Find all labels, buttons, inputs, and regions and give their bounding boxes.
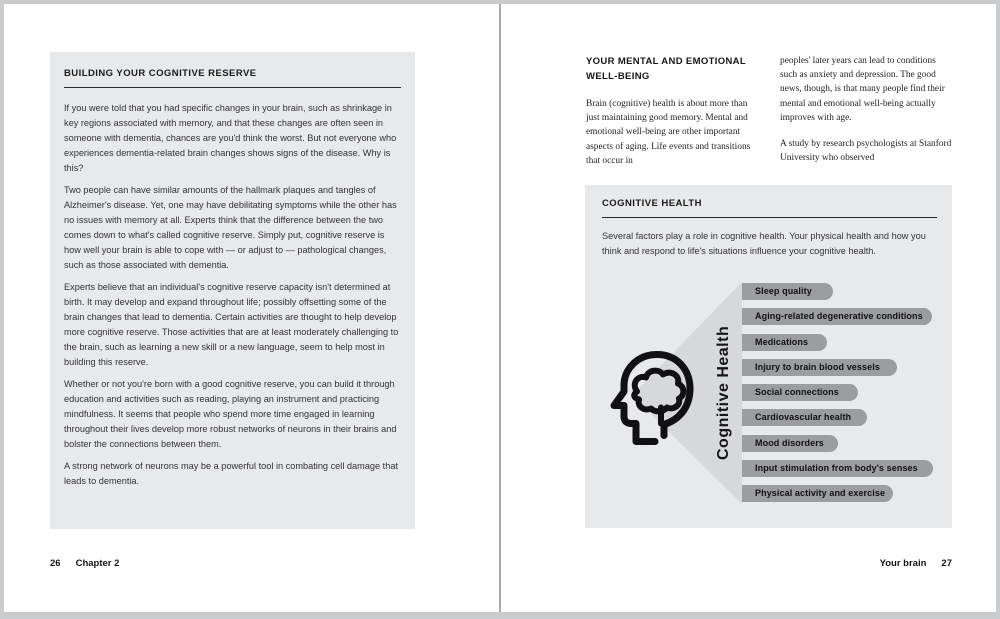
factor-bar: Medications (742, 334, 827, 351)
panel-heading: BUILDING YOUR COGNITIVE RESERVE (64, 68, 401, 88)
left-page-footer (50, 558, 119, 569)
article-heading: YOUR MENTAL AND EMOTIONAL WELL-BEING (586, 56, 746, 82)
body-paragraph: If you were told that you had specific changes in your brain, such as shrinkage in key regions associated with memory, and that these changes are often seen in someone with dementia, chances are you'd think the worst. But not everyone who experiences dementia-related brain changes shows signs of the disease. Why is this? (64, 103, 397, 173)
head-brain-icon (599, 345, 699, 450)
factor-bar: Physical activity and exercise (742, 485, 893, 502)
factor-bar: Cardiovascular health (742, 409, 867, 426)
panel-heading: COGNITIVE HEALTH (602, 198, 937, 218)
panel-intro: Several factors play a role in cognitive health. Your physical health and how you think and respond to life's situations influence your cognitive health. (602, 231, 926, 256)
article-paragraph: Brain (cognitive) health is about more than just maintaining good memory. Mental and emotional well-being are other important aspects of aging. Life events and transitions that occur in (586, 99, 751, 166)
factor-bar: Social connections (742, 384, 858, 401)
article-paragraph: A study by research psychologists at Stanford University who observed (780, 139, 952, 164)
section-label: Your brain (879, 558, 927, 569)
right-page-footer (880, 558, 952, 569)
factor-bar: Injury to brain blood vessels (742, 359, 897, 376)
page-number: 27 (941, 558, 952, 569)
factor-bars (742, 283, 933, 502)
factor-bar: Mood disorders (742, 435, 838, 452)
right-page (501, 4, 996, 612)
body-paragraph: Whether or not you're born with a good cognitive reserve, you can build it through education and activities such as reading, playing an instrument and practicing mindfulness. It seems that people who spend more time engaged in learning throughout their lives develop more robust networks of neurons in their brains and bolster the connections between them. (64, 378, 397, 449)
article-column-1 (586, 54, 758, 180)
factor-bar: Aging-related degenerative conditions (742, 308, 932, 325)
article-columns (586, 54, 953, 180)
diagram-axis-label: Cognitive Health (715, 325, 732, 461)
article-column-2 (780, 54, 952, 180)
book-spread (4, 4, 996, 612)
left-page (4, 4, 499, 612)
factor-bar: Input stimulation from body's senses (742, 460, 933, 477)
cognitive-reserve-panel (50, 52, 415, 529)
page-number: 26 (50, 558, 61, 569)
factor-bar: Sleep quality (742, 283, 833, 300)
body-paragraph: Experts believe that an individual's cognitive reserve capacity isn't determined at birth. It may develop and expand throughout life; possibly offsetting some of the brain changes that lead to dementia. Certain activities are thought to help develop more cognitive reserve. Those activities that are at least moderately challenging to the brain, such as learning a new skill or a new language, seem to help most in building this reserve. (64, 281, 399, 367)
chapter-label: Chapter 2 (75, 558, 120, 569)
body-paragraph: A strong network of neurons may be a powerful tool in combating cell damage that leads to dementia. (64, 460, 399, 486)
body-paragraph: Two people can have similar amounts of the hallmark plaques and tangles of Alzheimer's disease. Yet, one may have debilitating symptoms while the other has no issues with memory at all. Experts think that the difference between the two comes down to what's called cognitive reserve. Simply put, cognitive reserve is how well your brain is able to cope with — or adjust to — pathological changes, such as those associated with dementia. (64, 185, 397, 270)
article-paragraph: peoples' later years can lead to conditions such as anxiety and depression. The good news, though, is that many people find their mental and emotional well-being actually improves with age. (780, 56, 945, 123)
cognitive-health-panel (585, 185, 952, 528)
